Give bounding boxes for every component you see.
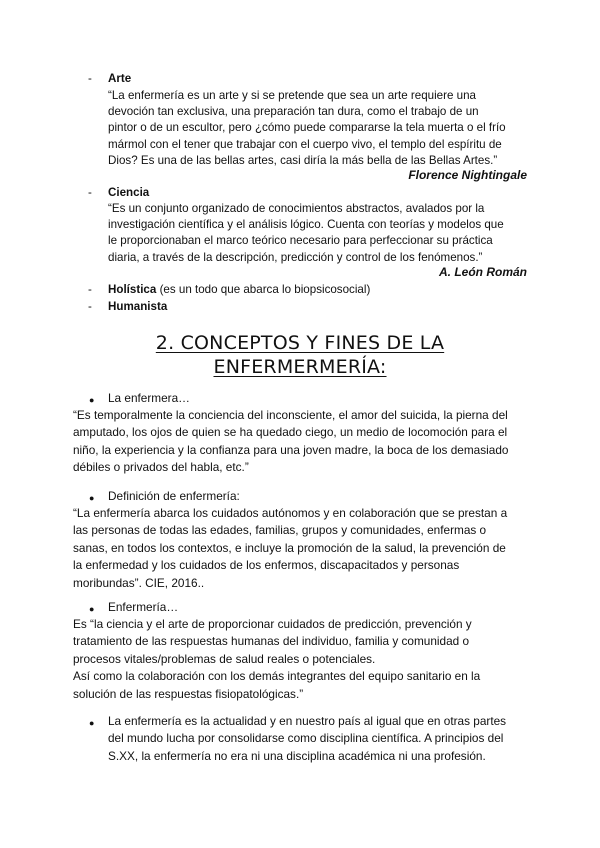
para-line: las personas de todas las edades, familias, grupos y comunidades, enfermas o xyxy=(73,523,487,538)
para-line: del mundo lucha por consolidarse como disciplina científica. A principios del xyxy=(108,731,504,746)
heading-line: ENFERMERMERÍA: xyxy=(213,356,387,378)
quote-author: A. León Román xyxy=(438,265,527,279)
heading-line: 2. CONCEPTOS Y FINES DE LA xyxy=(155,332,445,354)
quote-line: investigación científica y el análisis lógico. Cuenta con teorías y modelos que xyxy=(108,218,504,232)
quote-line: pintor o de un escultor, pero ¿cómo puede compararse la tela muerta o el frío xyxy=(108,121,506,135)
para-line: moribundas”. CIE, 2016.. xyxy=(73,575,205,590)
bullet-dot: ● xyxy=(89,395,95,405)
bullet-label: La enfermera… xyxy=(108,391,190,405)
quote-line: devoción tan exclusiva, una preparación tan dura, como el trabajo de un xyxy=(108,105,479,119)
para-line: Así como la colaboración con los demás integrantes del equipo sanitario en la xyxy=(73,669,481,684)
arte-quote xyxy=(108,88,532,169)
para-line: solución de las respuestas fisiopatológicas.” xyxy=(73,686,304,701)
list-item-holistica xyxy=(108,283,370,296)
bullet-label: Definición de enfermería: xyxy=(108,489,240,503)
quote-author: Florence Nightingale xyxy=(408,168,527,182)
quote-line: Dios? Es una de las bellas artes, casi diría la más bella de las Bellas Artes.” xyxy=(108,153,498,167)
para-line: sanas, en todos los contextos, e incluye la promoción de la salud, la prevención de xyxy=(73,540,506,555)
bullet-label: Enfermería… xyxy=(108,600,179,614)
section-paragraph xyxy=(73,505,533,592)
list-dash: - xyxy=(88,186,92,199)
section-paragraph xyxy=(73,616,533,703)
bullet-dot: ● xyxy=(89,604,95,614)
list-dash: - xyxy=(88,72,92,85)
section-paragraph xyxy=(73,407,533,477)
para-line: la enfermedad y los cuidados de los enfermos, discapacitados y personas xyxy=(73,558,460,573)
para-line: tratamiento de las respuestas humanas del individuo, familia y comunidad o xyxy=(73,634,470,649)
para-line: “Es temporalmente la conciencia del inconsciente, el amor del suicida, la pierna del xyxy=(73,408,508,422)
para-line: débiles o privados del habla, etc.” xyxy=(73,460,249,475)
para-line: La enfermería es la actualidad y en nuestro país al igual que en otras partes xyxy=(108,714,507,728)
para-line: niño, la experiencia y la confianza para una joven madre, la boca de los demasiado xyxy=(73,442,509,457)
list-dash: - xyxy=(88,300,92,313)
quote-line: diaria, a través de la descripción, predicción y control de los fenómenos.” xyxy=(108,250,483,264)
ciencia-quote xyxy=(108,201,532,266)
section-paragraph xyxy=(108,713,533,765)
quote-line: “La enfermería es un arte y si se pretende que sea un arte requiere una xyxy=(108,89,477,102)
para-line: procesos vitales/problemas de salud reales o potenciales. xyxy=(73,651,376,666)
para-line: S.XX, la enfermería no era ni una disciplina académica ni una profesión. xyxy=(108,748,486,763)
bullet-dot: ● xyxy=(89,718,95,728)
quote-line: le proporcionaban el marco teórico necesario para perfeccionar su práctica xyxy=(108,234,493,248)
para-line: Es “la ciencia y el arte de proporcionar cuidados de predicción, prevención y xyxy=(73,617,472,631)
bullet-dot: ● xyxy=(89,493,95,503)
list-title-holistica: Holística xyxy=(108,283,157,296)
list-dash: - xyxy=(88,283,92,296)
para-line: amputado, los ojos de quien se ha quedado ciego, un medio de locomoción para el xyxy=(73,425,508,440)
list-note-holistica: (es un todo que abarca lo biopsicosocial) xyxy=(159,283,371,296)
para-line: “La enfermería abarca los cuidados autónomos y en colaboración que se prestan a xyxy=(73,506,508,520)
quote-line: mármol con el tener que trabajar con el cuerpo vivo, el templo del espíritu de xyxy=(108,137,502,151)
list-title-arte: Arte xyxy=(108,72,132,85)
list-title-humanista: Humanista xyxy=(108,300,168,313)
list-title-ciencia: Ciencia xyxy=(108,186,150,199)
quote-line: “Es un conjunto organizado de conocimientos abstractos, avalados por la xyxy=(108,202,485,215)
section-heading xyxy=(0,331,600,379)
